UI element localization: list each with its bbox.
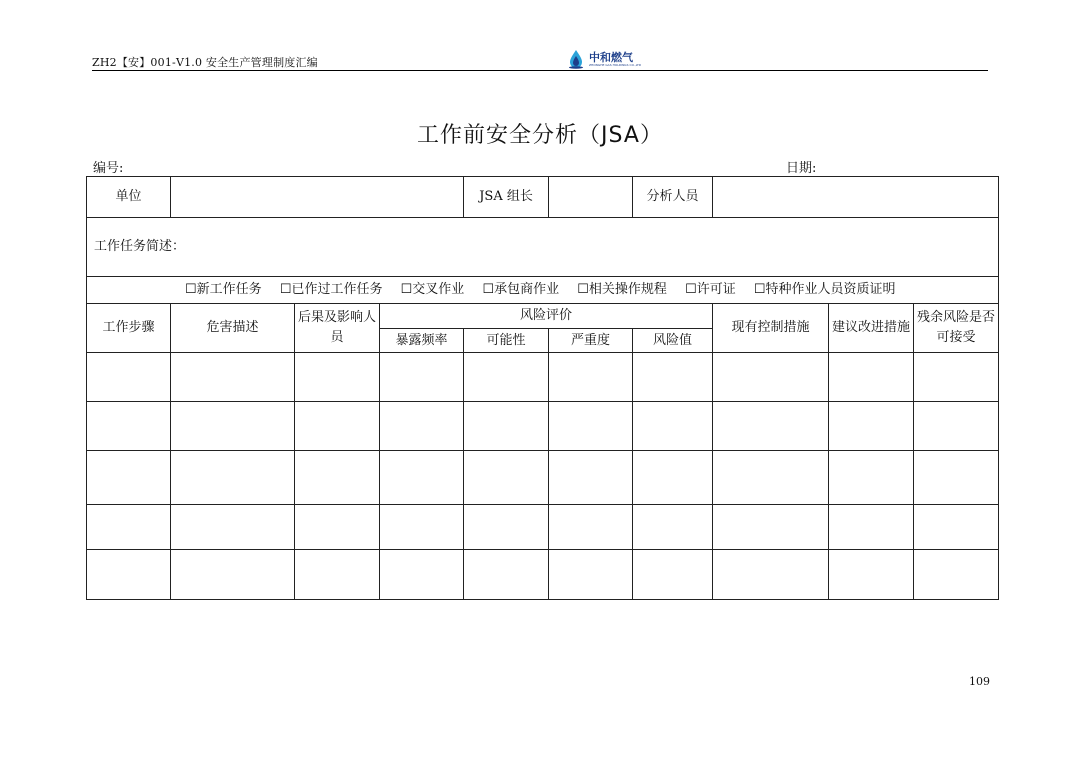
- option-permit[interactable]: [685, 280, 736, 300]
- table-cell[interactable]: [87, 505, 171, 550]
- checkbox-icon: ☐: [279, 282, 292, 297]
- date-label: 日期:: [786, 161, 817, 176]
- table-cell[interactable]: [171, 451, 295, 505]
- checkbox-icon: ☐: [185, 282, 197, 297]
- table-cell[interactable]: [171, 402, 295, 451]
- table-cell[interactable]: [464, 353, 549, 402]
- table-cell[interactable]: [380, 402, 464, 451]
- task-row: [87, 218, 999, 277]
- table-cell[interactable]: [829, 402, 914, 451]
- table-cell[interactable]: [295, 505, 380, 550]
- table-cell[interactable]: [829, 353, 914, 402]
- table-cell[interactable]: [464, 451, 549, 505]
- table-cell[interactable]: [380, 451, 464, 505]
- table-cell[interactable]: [713, 550, 829, 600]
- table-cell[interactable]: [914, 353, 999, 402]
- company-logo: [567, 49, 641, 69]
- table-cell[interactable]: [87, 402, 171, 451]
- logo-subtitle: ZHONGHE GAS HOLDINGS CO.,LTD: [589, 62, 642, 67]
- table-cell[interactable]: [464, 402, 549, 451]
- table-cell[interactable]: [171, 353, 295, 402]
- checkbox-icon: ☐: [400, 282, 413, 297]
- col-severity: 严重度: [549, 329, 633, 353]
- table-cell[interactable]: [87, 451, 171, 505]
- table-cell[interactable]: [380, 505, 464, 550]
- table-cell[interactable]: [633, 505, 713, 550]
- col-likelihood: 可能性: [464, 329, 549, 353]
- col-risk-value: 风险值: [633, 329, 713, 353]
- col-controls: 现有控制措施: [713, 304, 829, 353]
- table-cell[interactable]: [171, 550, 295, 600]
- option-done-task[interactable]: [280, 280, 383, 300]
- analyst-field[interactable]: [713, 177, 999, 218]
- checkbox-icon: ☐: [482, 282, 495, 297]
- table-row: [87, 353, 999, 402]
- header-rule: [92, 70, 988, 71]
- table-cell[interactable]: [295, 550, 380, 600]
- checkbox-icon: ☐: [753, 282, 766, 297]
- table-row: [87, 550, 999, 600]
- column-header-row: [87, 304, 999, 329]
- option-cross-work[interactable]: [401, 280, 465, 300]
- table-cell[interactable]: [549, 402, 633, 451]
- table-cell[interactable]: [380, 550, 464, 600]
- option-special-qualification[interactable]: [754, 280, 896, 300]
- table-cell[interactable]: [295, 402, 380, 451]
- checkbox-icon: ☐: [685, 282, 697, 297]
- table-cell[interactable]: [295, 451, 380, 505]
- option-procedures[interactable]: [577, 280, 667, 300]
- flame-drop-icon: [567, 49, 585, 69]
- checkbox-icon: ☐: [577, 282, 589, 297]
- table-cell[interactable]: [914, 550, 999, 600]
- table-cell[interactable]: [914, 505, 999, 550]
- col-residual-risk: 残余风险是否可接受: [914, 304, 999, 353]
- table-cell[interactable]: [633, 451, 713, 505]
- table-cell[interactable]: [549, 505, 633, 550]
- task-description-label: 工作任务简述：: [94, 239, 186, 254]
- option-contractor[interactable]: [482, 280, 559, 300]
- page-title: 工作前安全分析（JSA）: [417, 123, 663, 148]
- table-cell[interactable]: [171, 505, 295, 550]
- logo-name: 中和燃气: [589, 50, 633, 64]
- table-cell[interactable]: [829, 451, 914, 505]
- document-code: ZH2【安】001-V1.0 安全生产管理制度汇编: [92, 56, 318, 69]
- table-cell[interactable]: [87, 550, 171, 600]
- table-cell[interactable]: [464, 550, 549, 600]
- option-label: 已作过工作任务: [291, 282, 383, 297]
- table-cell[interactable]: [464, 505, 549, 550]
- leader-field[interactable]: [549, 177, 633, 218]
- option-label: 许可证: [696, 282, 736, 297]
- option-label: 承包商作业: [494, 282, 560, 297]
- page-number: 109: [969, 675, 990, 688]
- table-cell[interactable]: [295, 353, 380, 402]
- col-hazard: 危害描述: [171, 304, 295, 353]
- table-cell[interactable]: [914, 402, 999, 451]
- table-cell[interactable]: [829, 505, 914, 550]
- table-cell[interactable]: [713, 402, 829, 451]
- leader-label: JSA 组长: [464, 177, 549, 218]
- info-row: [87, 177, 999, 218]
- table-cell[interactable]: [380, 353, 464, 402]
- option-label: 交叉作业: [412, 282, 465, 297]
- option-new-task[interactable]: [185, 280, 262, 300]
- table-cell[interactable]: [633, 353, 713, 402]
- task-type-options: [87, 277, 999, 304]
- table-cell[interactable]: [633, 550, 713, 600]
- task-description-field[interactable]: [87, 218, 999, 277]
- checkbox-row: [87, 277, 999, 304]
- table-row: [87, 451, 999, 505]
- option-label: 新工作任务: [196, 282, 262, 297]
- table-cell[interactable]: [914, 451, 999, 505]
- option-label: 相关操作规程: [588, 282, 667, 297]
- table-cell[interactable]: [549, 353, 633, 402]
- option-label: 特种作业人员资质证明: [765, 282, 896, 297]
- col-exposure: 暴露频率: [380, 329, 464, 353]
- col-work-step: 工作步骤: [87, 304, 171, 353]
- analyst-label: 分析人员: [633, 177, 713, 218]
- table-cell[interactable]: [549, 451, 633, 505]
- code-label: 编号:: [93, 161, 124, 176]
- table-cell[interactable]: [713, 505, 829, 550]
- table-cell[interactable]: [87, 353, 171, 402]
- table-row: [87, 402, 999, 451]
- col-improvement: 建议改进措施: [829, 304, 914, 353]
- table-cell[interactable]: [713, 353, 829, 402]
- unit-field[interactable]: [171, 177, 464, 218]
- table-cell[interactable]: [549, 550, 633, 600]
- table-cell[interactable]: [829, 550, 914, 600]
- table-row: [87, 505, 999, 550]
- jsa-table: [86, 176, 999, 600]
- col-risk-evaluation: 风险评价: [380, 304, 713, 329]
- table-cell[interactable]: [633, 402, 713, 451]
- unit-label: 单位: [87, 177, 171, 218]
- table-cell[interactable]: [713, 451, 829, 505]
- col-consequence: 后果及影响人员: [295, 304, 380, 353]
